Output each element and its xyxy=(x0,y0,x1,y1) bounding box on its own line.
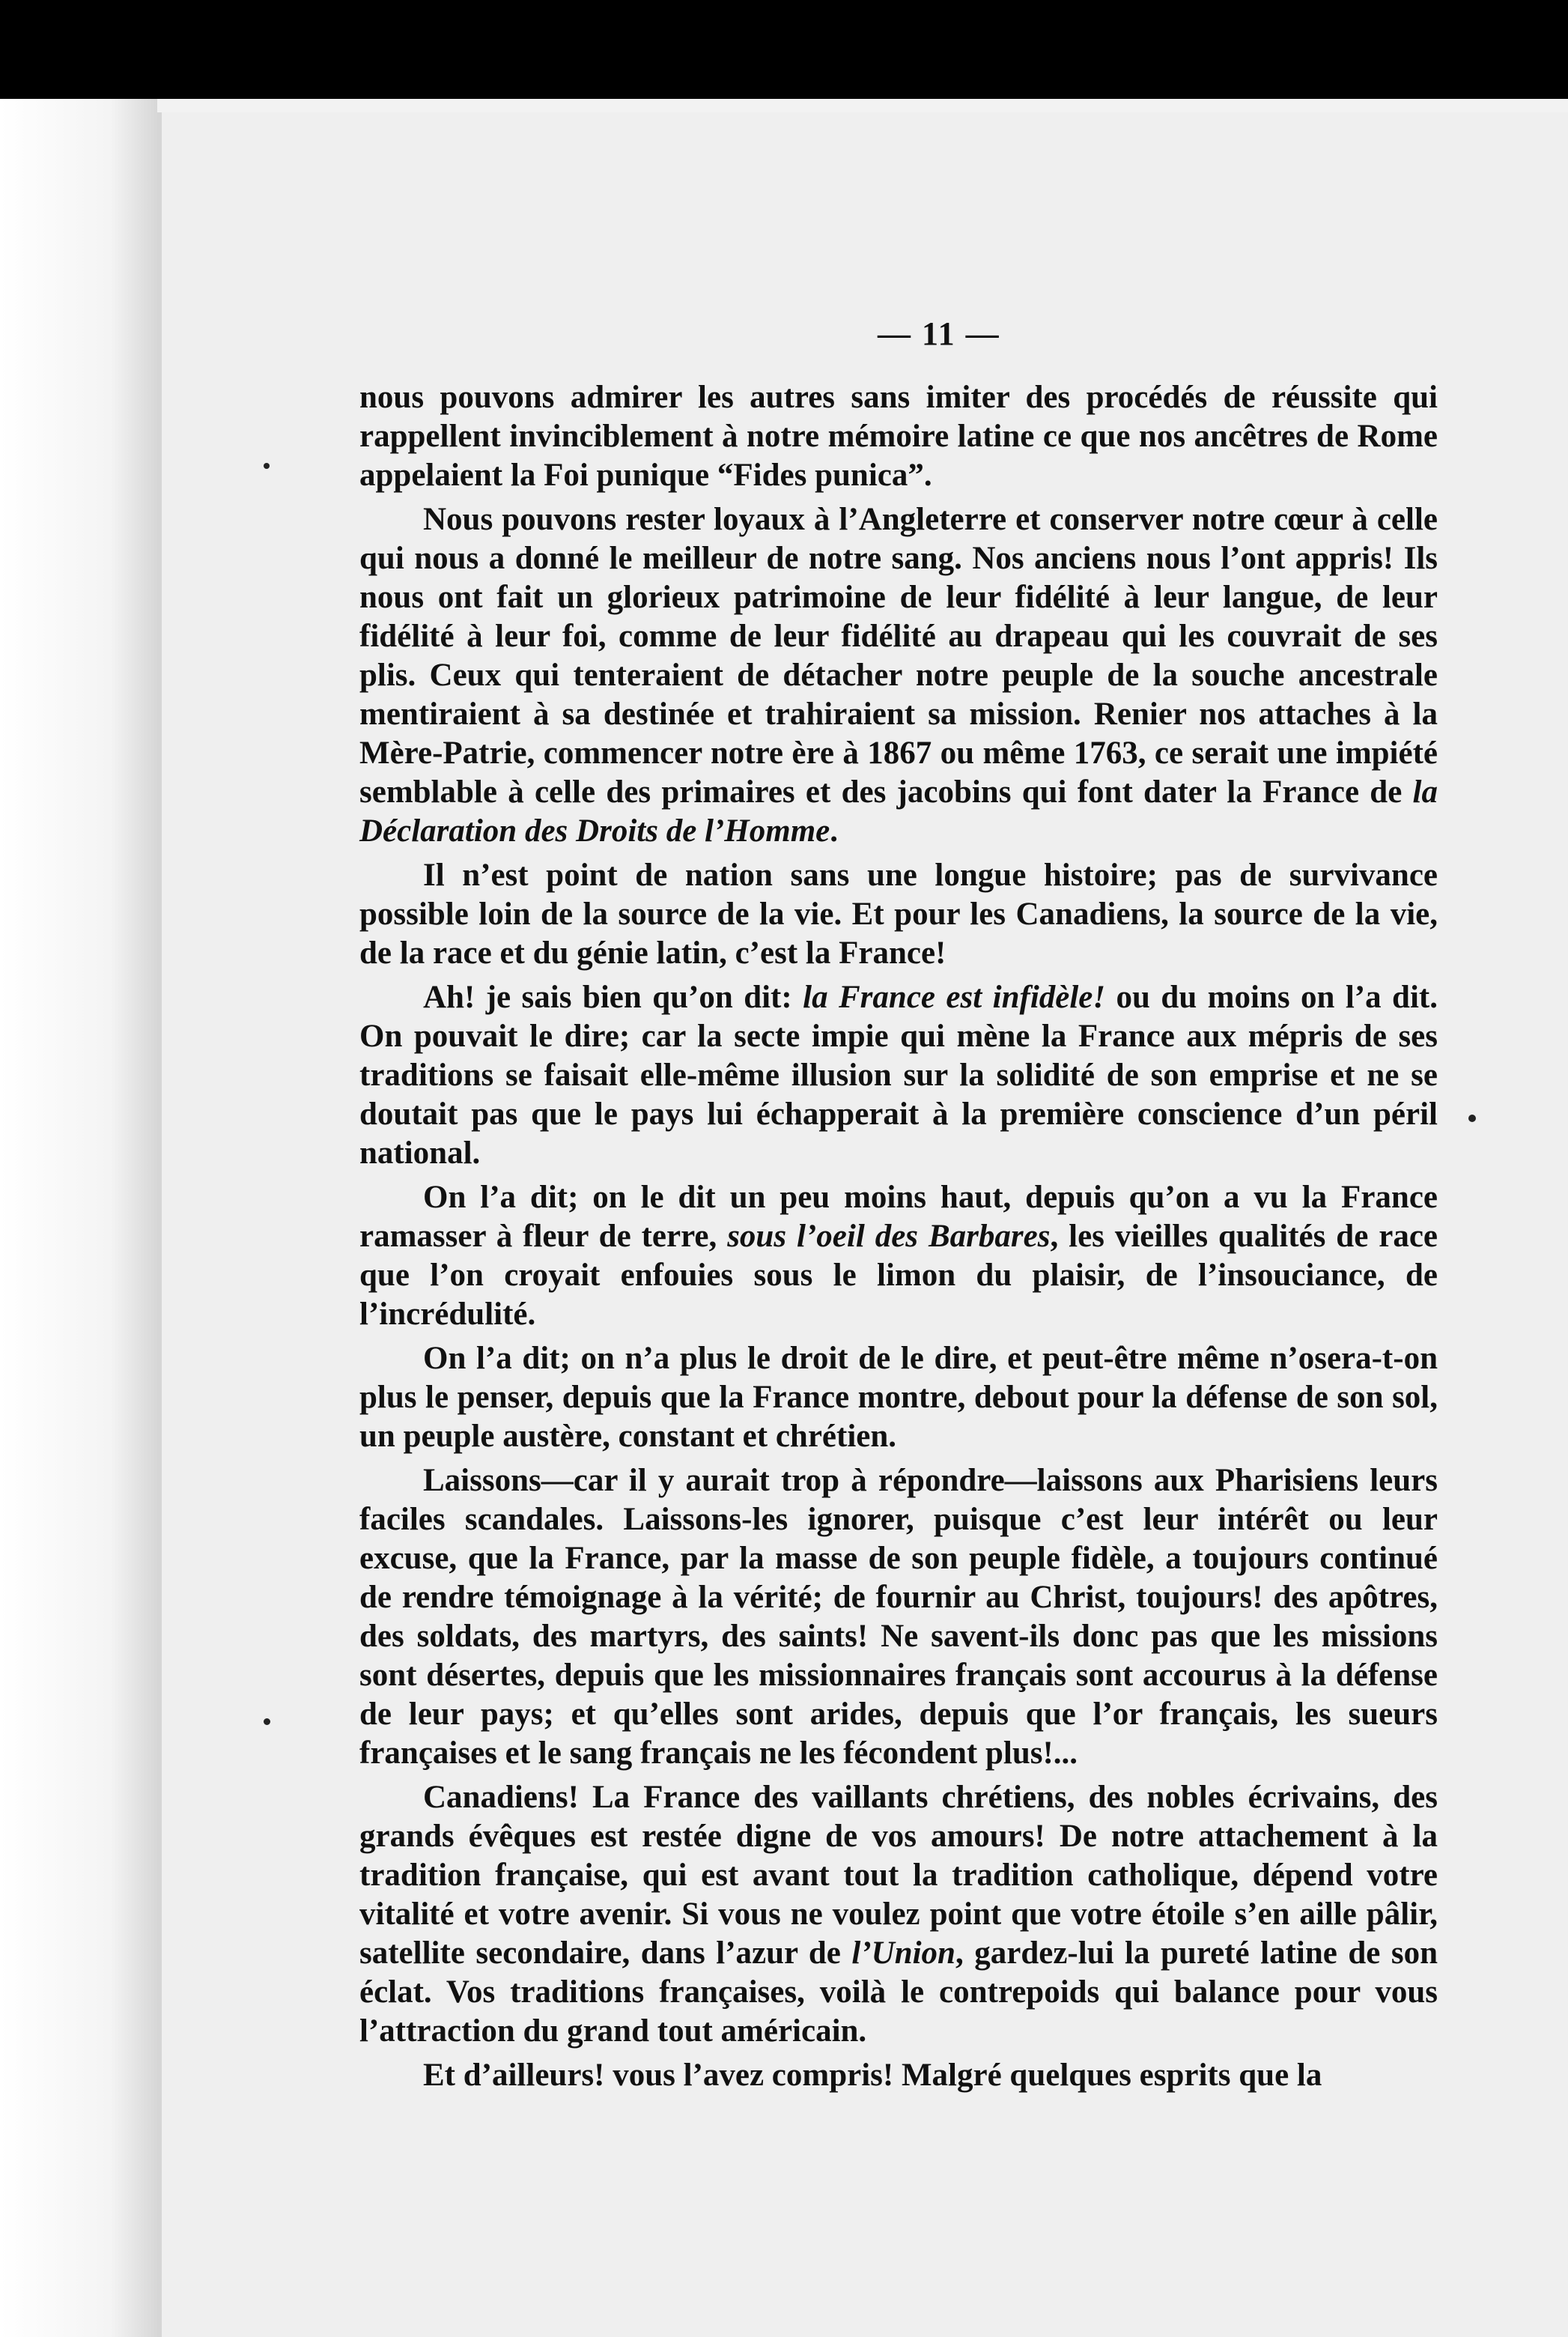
paragraph-p8 xyxy=(359,1778,1438,2051)
scan-speck xyxy=(264,463,270,469)
paragraph-text: . xyxy=(830,813,838,849)
paragraph-p4 xyxy=(359,978,1438,1173)
paragraph-text: ou du moins on l’a dit. On pouvait le dire; car la secte impie qui mène la France aux mépris de ses traditions se faisait elle-même illusion sur la solidité de son emprise et ne se doutait pas que le pays lui échapperait à la première conscience d’un péril national. xyxy=(359,980,1438,1171)
paragraph-p9 xyxy=(359,2056,1438,2095)
page-number: — 11 — xyxy=(878,315,1000,352)
paragraph-text: Laissons—car il y aurait trop à répondre—laissons aux Pharisiens leurs faciles scandales. Laissons-les ignorer, puisque c’est leur intérêt ou leur excuse, que la France, par la masse de son peuple fidèle, a toujours continué de rendre témoignage à la vérité; de fournir au Christ, toujours! des apôtres, des soldats, des martyrs, des saints! Ne savent-ils donc pas que les missions sont désertes, depuis que les missionnaires français sont accourus à la défense de leur pays; et qu’elles sont arides, depuis que l’or français, les sueurs françaises et le sang français ne les fécondent plus!... xyxy=(359,1463,1438,1771)
italic-text: la Déclaration des Droits de l’Homme xyxy=(359,775,1438,849)
paragraph-text: Nous pouvons rester loyaux à l’Angleterre et conserver notre cœur à celle qui nous a donné le meilleur de notre sang. Nos anciens nous l’ont appris! Ils nous ont fait un glorieux patrimoine de leur fidélité à leur langue, de leur fidélité à leur foi, comme de leur fidélité au drapeau qui les couvrait de ses plis. Ceux qui tenteraient de détacher notre peuple de la souche ancestrale mentiraient à sa destinée et trahiraient sa mission. Renier nos attaches à la Mère-Patrie, commencer notre ère à 1867 ou même 1763, ce serait une impiété semblable à celle des primaires et des jacobins qui font dater la France de xyxy=(359,502,1438,810)
paragraph-p6 xyxy=(359,1339,1438,1456)
body-text xyxy=(359,378,1438,2100)
paragraph-text: On l’a dit; on n’a plus le droit de le dire, et peut-être même n’osera-t-on plus le penser, depuis que la France montre, debout pour la défense de son sol, un peuple austère, constant et chrétien. xyxy=(359,1341,1438,1454)
italic-text: sous l’oeil des Barbares xyxy=(727,1219,1051,1254)
binding-margin xyxy=(0,99,157,2337)
paragraph-p7 xyxy=(359,1461,1438,1773)
paragraph-p2 xyxy=(359,500,1438,851)
paragraph-text: On l’a dit; on le dit un peu moins haut, depuis qu’on a vu la France ramasser à fleur de terre, xyxy=(359,1180,1438,1254)
paragraph-text: nous pouvons admirer les autres sans imiter des procédés de réussite qui rappellent invinciblement à notre mémoire latine ce que nos ancêtres de Rome appelaient la Foi punique “Fides punica”. xyxy=(359,380,1438,493)
paragraph-text: Et d’ailleurs! vous l’avez compris! Malgré quelques esprits que la xyxy=(423,2058,1322,2093)
scan-speck xyxy=(264,1718,270,1725)
paragraph-p1 xyxy=(359,378,1438,495)
scan-speck xyxy=(1468,1115,1476,1122)
paragraph-text: Ah! je sais bien qu’on dit: xyxy=(423,980,803,1015)
paragraph-text: Il n’est point de nation sans une longue histoire; pas de survivance possible loin de la source de la vie. Et pour les Canadiens, la source de la vie, de la race et du génie latin, c’est la France! xyxy=(359,858,1438,971)
paragraph-text: , gardez-lui la pureté latine de son éclat. Vos traditions françaises, voilà le contrepoids qui balance pour vous l’attraction du grand tout américain. xyxy=(359,1936,1438,2049)
italic-text: la France est infidèle! xyxy=(803,980,1106,1015)
paragraph-p3 xyxy=(359,856,1438,973)
italic-text: l’Union xyxy=(851,1936,955,1971)
paragraph-p5 xyxy=(359,1178,1438,1334)
paragraph-text: , les vieilles qualités de race que l’on croyait enfouies sous le limon du plaisir, de l’insouciance, de l’incrédulité. xyxy=(359,1219,1438,1332)
paragraph-text: Canadiens! La France des vaillants chrétiens, des nobles écrivains, des grands évêques est restée digne de vos amours! De notre attachement à la tradition française, qui est avant tout la tradition catholique, dépend votre vitalité et votre avenir. Si vous ne voulez point que votre étoile s’en aille pâlir, satellite secondaire, dans l’azur de xyxy=(359,1780,1438,1971)
